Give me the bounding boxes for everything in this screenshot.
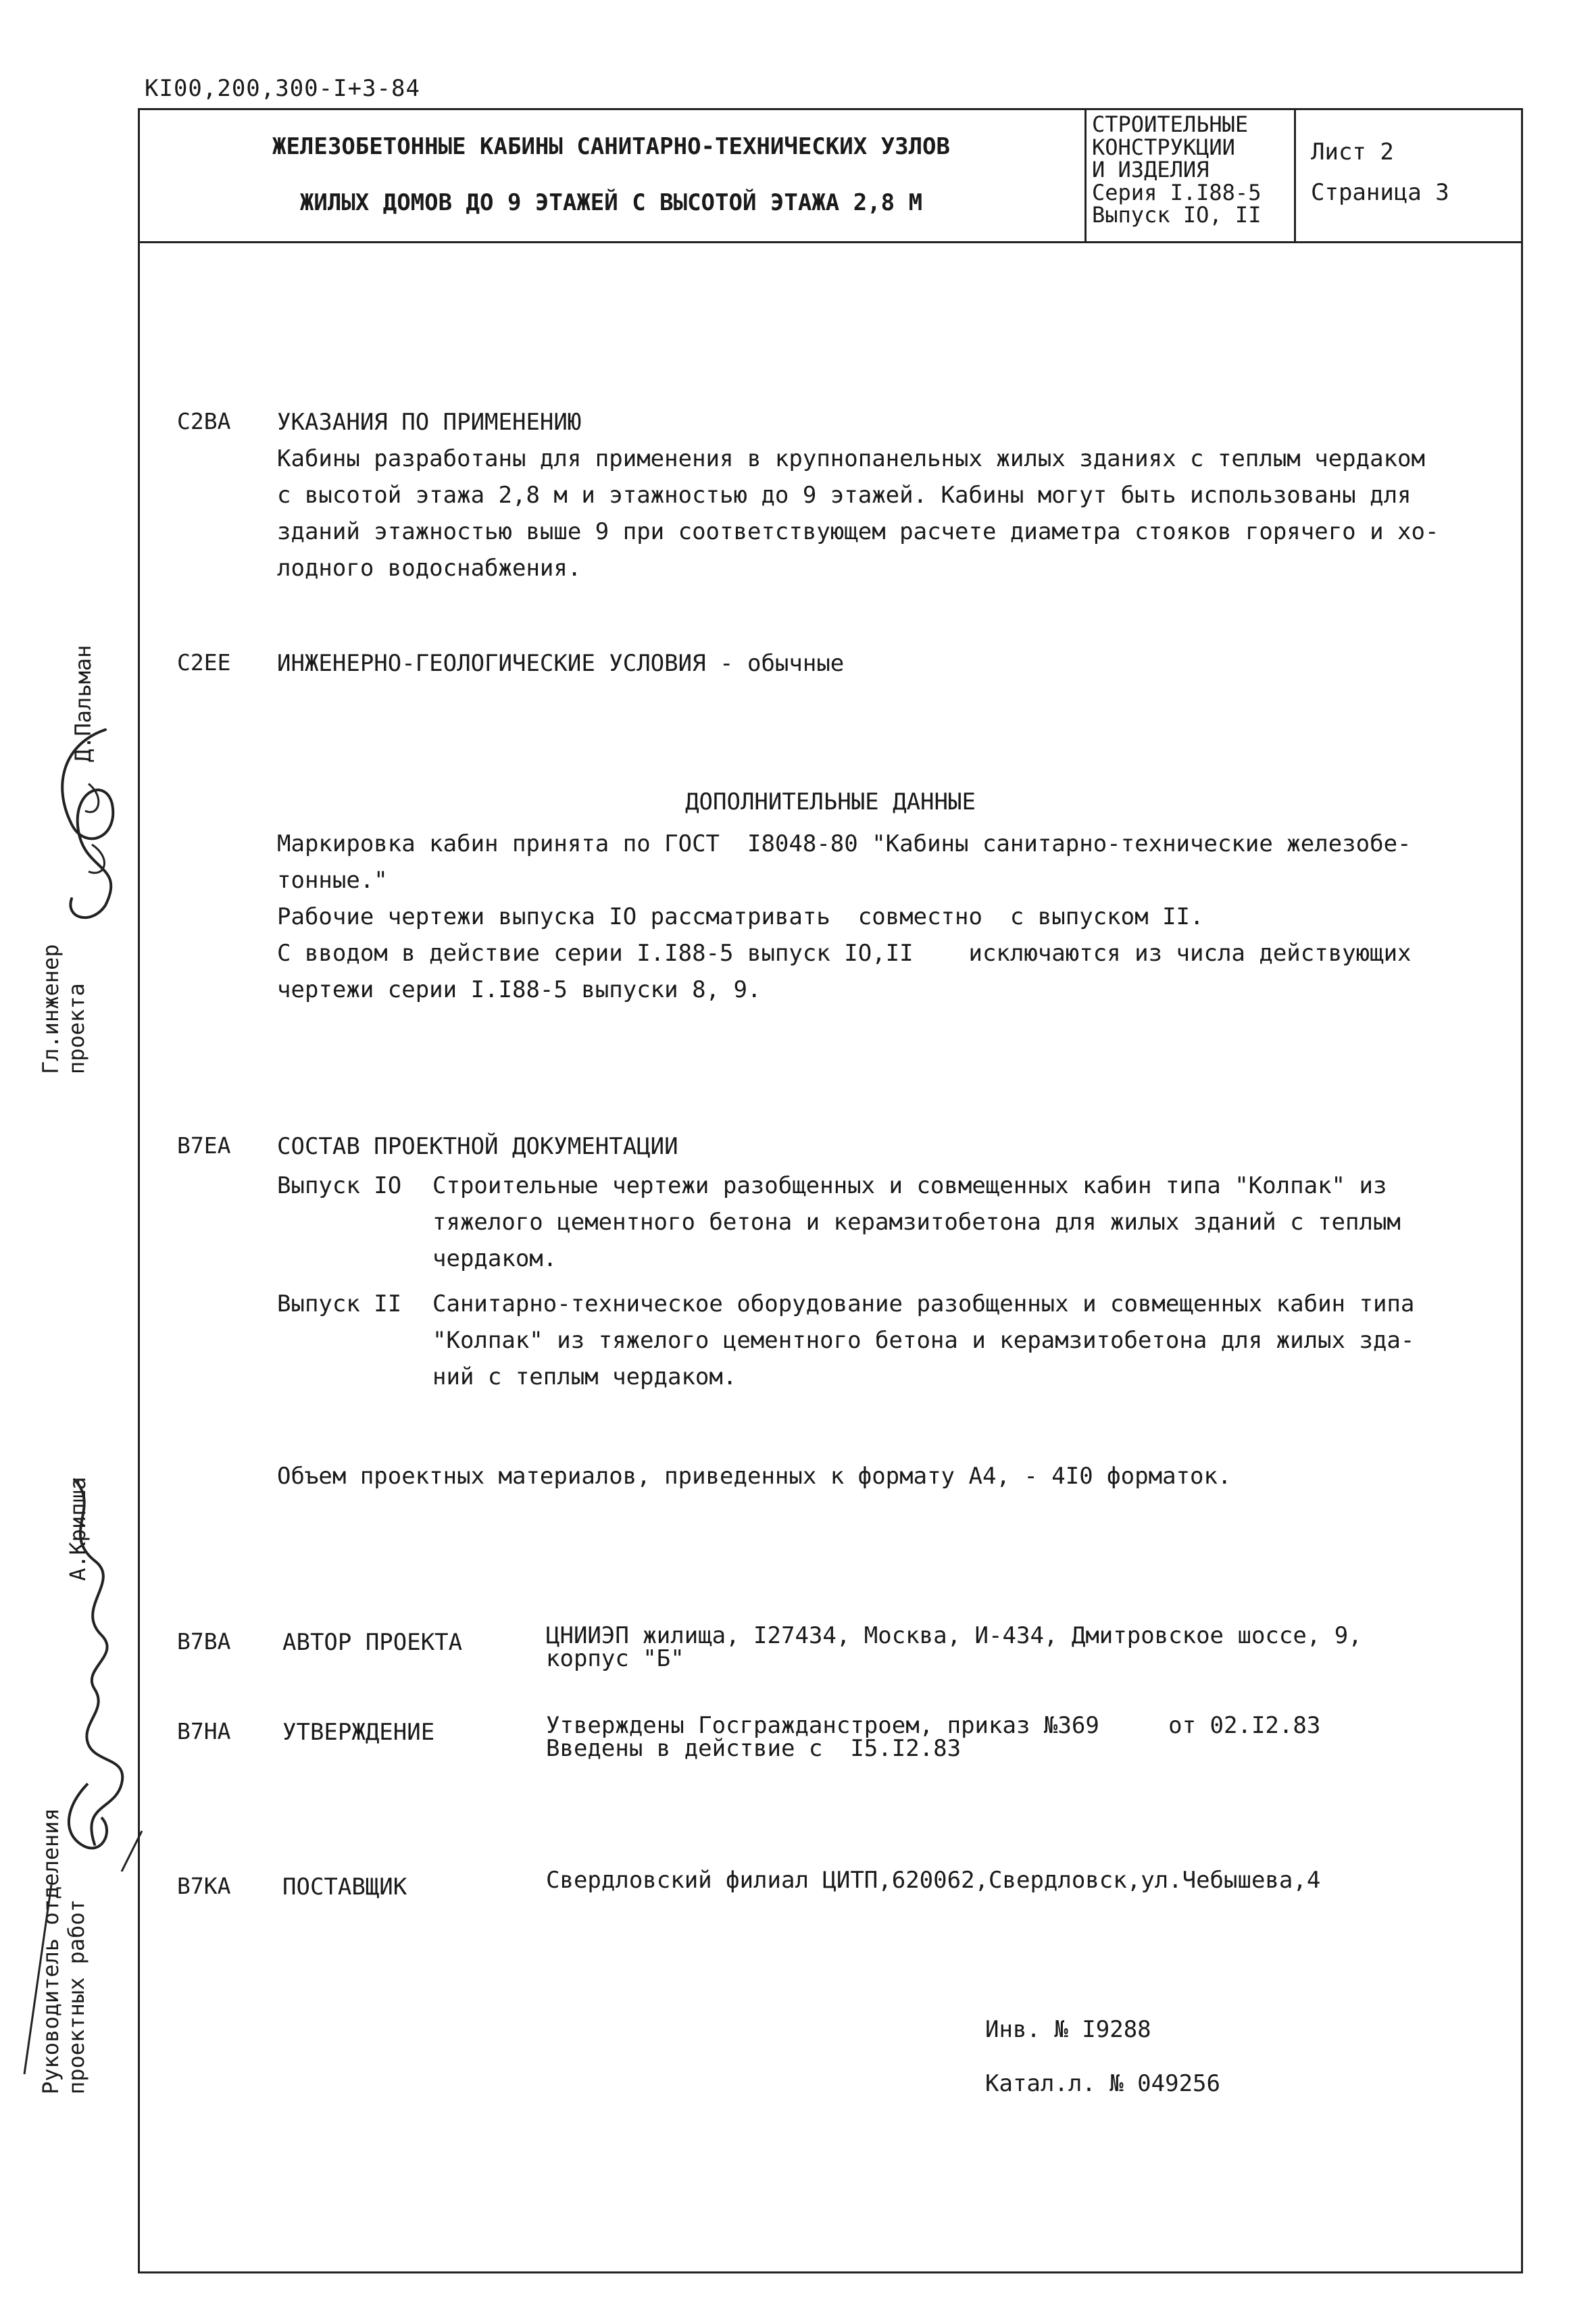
text-line: Рабочие чертежи выпуска IO рассматривать совместно с выпуском II. — [277, 903, 1204, 930]
inventory-block — [985, 2003, 1220, 2111]
text-line: ЦНИИЭП жилища, I27434, Москва, И-434, Дмитровское шоссе, 9, — [546, 1622, 1362, 1649]
supplier-text — [546, 1869, 1320, 1892]
role-line: Гл.инженер — [38, 944, 64, 1074]
approval-label: УТВЕРЖДЕНИЕ — [282, 1719, 435, 1746]
text-line: чертежи серии I.I88-5 выпуски 8, 9. — [277, 976, 762, 1003]
text-line: ний с теплым чердаком. — [432, 1363, 737, 1390]
section-title-additional: ДОПОЛНИТЕЛЬНЫЕ ДАННЫЕ — [685, 788, 976, 815]
application-text — [277, 441, 1487, 586]
chief-engineer-signature — [24, 703, 132, 946]
section-code-supplier: В7КА — [177, 1873, 231, 1899]
series-cell — [1087, 108, 1296, 241]
volume-description — [432, 1167, 1487, 1277]
author-text — [546, 1624, 1362, 1670]
role-line: проектных работ — [64, 1899, 89, 2094]
catalog-number: Катал.л. № 049256 — [985, 2070, 1220, 2097]
text-line: тяжелого цементного бетона и керамзитобетона для жилых зданий с теплым — [432, 1209, 1401, 1236]
additional-text — [277, 826, 1487, 1008]
sheet-cell — [1296, 108, 1519, 241]
issue-number: Выпуск IO, II — [1092, 202, 1262, 228]
section-title-application: УКАЗАНИЯ ПО ПРИМЕНЕНИЮ — [277, 409, 582, 436]
category-line-2: КОНСТРУКЦИИ — [1092, 134, 1235, 160]
text-line: корпус "Б" — [546, 1645, 684, 1672]
chief-engineer-role — [38, 944, 89, 1074]
text-line: зданий этажностью выше 9 при соответствующем расчете диаметра стояков горячего и хо- — [277, 518, 1439, 545]
department-head-signature — [20, 1466, 149, 1885]
section-code-documentation: В7ЕА — [177, 1132, 231, 1159]
text-line: Строительные чертежи разобщенных и совмещенных кабин типа "Колпак" из — [432, 1172, 1387, 1199]
category-line-1: СТРОИТЕЛЬНЫЕ — [1092, 111, 1249, 137]
document-code: КI00,200,300-I+3-84 — [145, 75, 420, 102]
text-line: Санитарно-техническое оборудование разобщенных и совмещенных кабин типа — [432, 1290, 1415, 1317]
text-line: Свердловский филиал ЦИТП,620062,Свердловск,ул.Чебышева,4 — [546, 1867, 1321, 1894]
margin-slash-mark — [18, 1878, 58, 2081]
section-title-documentation: СОСТАВ ПРОЕКТНОЙ ДОКУМЕНТАЦИИ — [277, 1133, 678, 1160]
section-code-approval: В7НА — [177, 1718, 231, 1744]
role-line: проекта — [64, 983, 89, 1074]
department-head-name: А.Крипша — [65, 1476, 91, 1581]
section-code-geology: С2ЕЕ — [177, 649, 231, 676]
text-line: лодного водоснабжения. — [277, 555, 582, 582]
text-line: Введены в действие с I5.I2.83 — [546, 1735, 962, 1762]
text-line: Маркировка кабин принята по ГОСТ I8048-80 "Кабины санитарно-технические железобе- — [277, 830, 1412, 857]
text-line: чердаком. — [432, 1245, 557, 1272]
volume-note: Объем проектных материалов, приведенных к формату А4, - 4I0 форматок. — [277, 1463, 1232, 1490]
supplier-label: ПОСТАВЩИК — [282, 1873, 407, 1901]
series-number: Серия I.I88-5 — [1092, 179, 1262, 205]
inventory-number: Инв. № I9288 — [985, 2016, 1151, 2043]
text-line: Кабины разработаны для применения в крупнопанельных жилых зданиях с теплым чердаком — [277, 445, 1425, 472]
volume-description — [432, 1286, 1487, 1395]
text-line: Утверждены Госгражданстроем, приказ №369 от 02.I2.83 — [546, 1712, 1321, 1739]
text-line: С вводом в действие серии I.I88-5 выпуск IO,II исключаются из числа действующих — [277, 940, 1412, 967]
author-label: АВТОР ПРОЕКТА — [282, 1629, 463, 1656]
chief-engineer-name: Д.Пальман — [70, 645, 96, 762]
document-title — [138, 108, 1087, 241]
page-number: Страница 3 — [1311, 178, 1449, 206]
volume-label: Выпуск IO — [277, 1172, 402, 1199]
section-code-author: В7ВА — [177, 1628, 231, 1655]
text-line: с высотой этажа 2,8 м и этажностью до 9 этажей. Кабины могут быть использованы для — [277, 482, 1412, 509]
title-line-1: ЖЕЛЕЗОБЕТОННЫЕ КАБИНЫ САНИТАРНО-ТЕХНИЧЕСКИХ УЗЛОВ — [272, 133, 951, 161]
volume-label: Выпуск II — [277, 1290, 402, 1317]
section-code-application: С2ВА — [177, 408, 231, 434]
title-line-2: ЖИЛЫХ ДОМОВ ДО 9 ЭТАЖЕЙ С ВЫСОТОЙ ЭТАЖА 2,8 М — [299, 188, 923, 216]
category-line-3: И ИЗДЕЛИЯ — [1092, 157, 1210, 183]
role-line: Руководитель отделения — [38, 1808, 64, 2094]
title-block — [138, 108, 1523, 243]
sheet-number: Лист 2 — [1311, 139, 1394, 166]
text-line: тонные." — [277, 867, 388, 894]
text-line: "Колпак" из тяжелого цементного бетона и керамзитобетона для жилых зда- — [432, 1327, 1415, 1354]
section-title-geology: ИНЖЕНЕРНО-ГЕОЛОГИЧЕСКИЕ УСЛОВИЯ - обычные — [277, 650, 845, 677]
approval-text — [546, 1714, 1320, 1760]
